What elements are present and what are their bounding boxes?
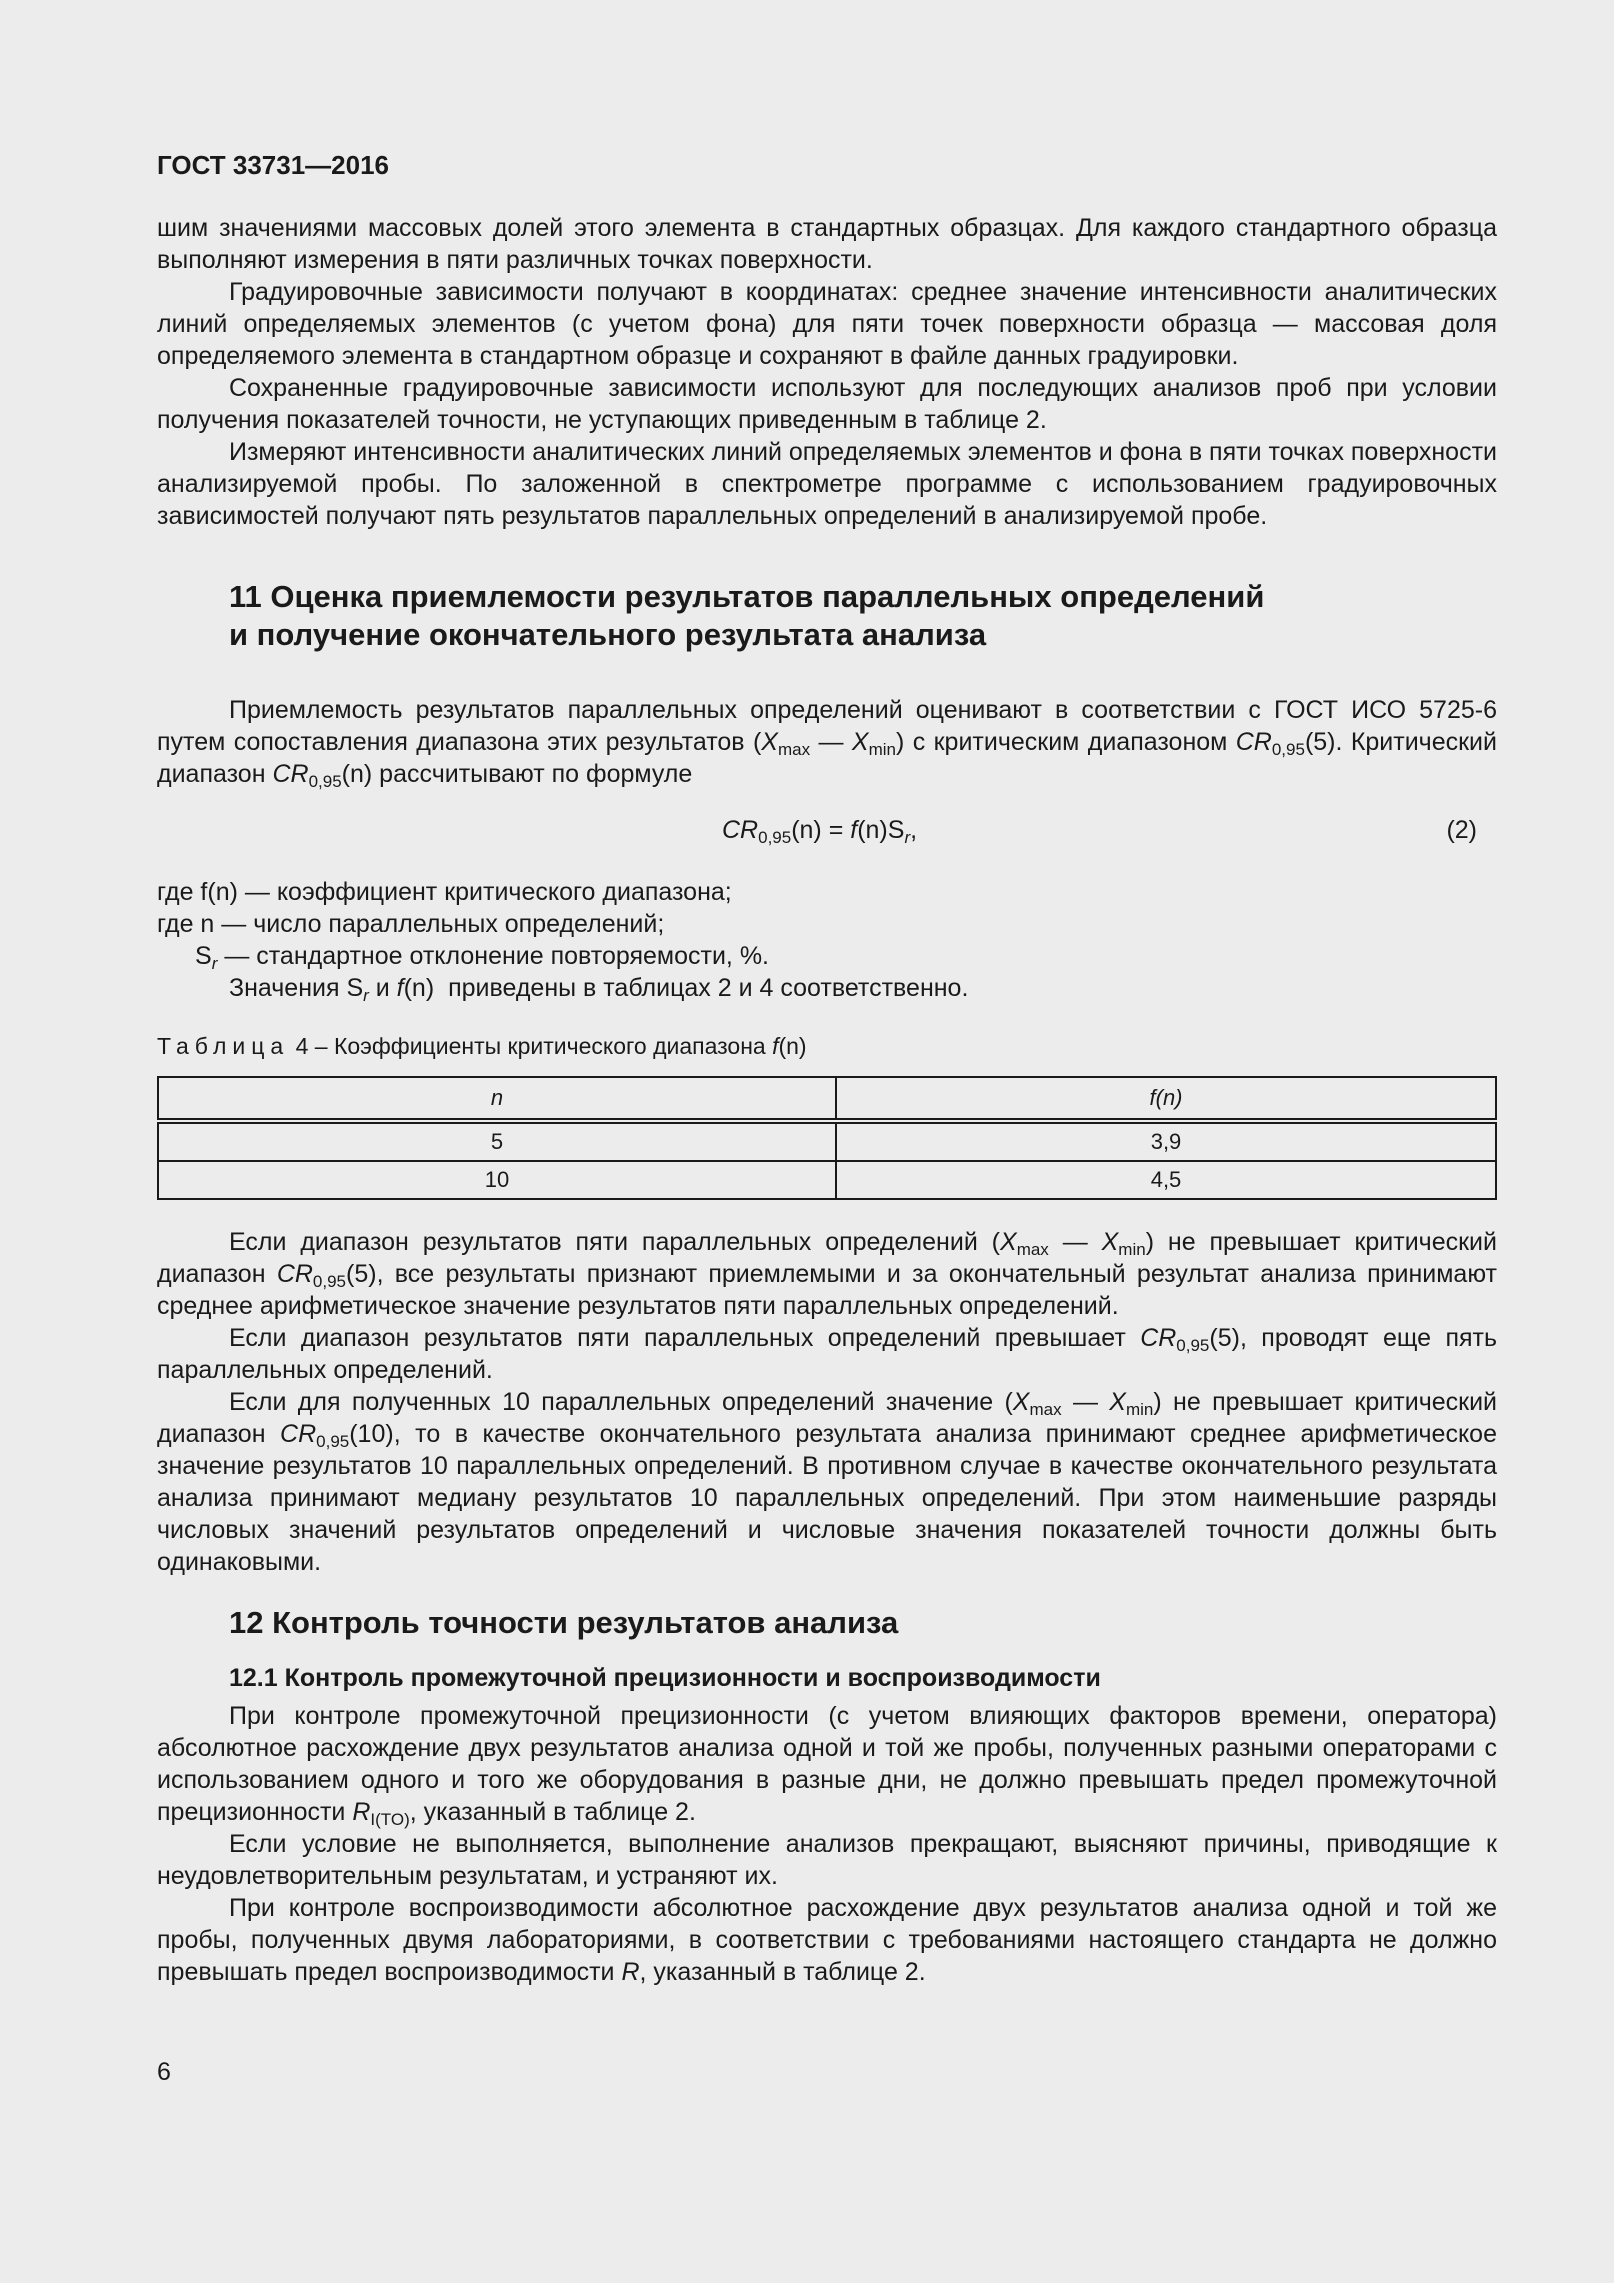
section-11-title: 11 Оценка приемлемости результатов параллельных определений и получение окончательного результата анализа (229, 579, 1265, 652)
paragraph: Если условие не выполняется, выполнение анализов прекращают, выясняют причины, приводящие к неудовлетворительным результатам, и устраняют их. (157, 1830, 1497, 1890)
table-cell: 10 (158, 1161, 836, 1199)
where-line: где f(n) — коэффициент критического диапазона; (157, 878, 732, 906)
table-cell: 4,5 (836, 1161, 1496, 1199)
formula-2 (157, 814, 1497, 846)
paragraph: При контроле воспроизводимости абсолютное расхождение двух результатов анализа одной и той же пробы, полученных двумя лабораториями, в соответствии с требованиями настоящего стандарта не должно превышать предел воспроизводимости R, указанный в таблице 2. (157, 1894, 1497, 1986)
page-number: 6 (157, 2058, 171, 2086)
table-row (158, 1161, 1496, 1199)
table-header-row (158, 1077, 1496, 1121)
table-row (158, 1121, 1496, 1161)
paragraph: Измеряют интенсивности аналитических линий определяемых элементов и фона в пяти точках поверхности анализируемой пробы. По заложенной в спектрометре программе с использованием градуировочных зависимостей получают пять результатов параллельных определений в анализируемой пробе. (157, 438, 1497, 530)
paragraph: Приемлемость результатов параллельных определений оценивают в соответствии с ГОСТ ИСО 5725-6 путем сопоставления диапазона этих результатов ($X_{max}$ — $X_{min}$) с критическим диапазоном $CR_{0,95}(5)$. Критический диапазон $CR_{0,95}(n)$ рассчитывают по формуле (157, 696, 1497, 791)
table-cell: 5 (158, 1121, 836, 1161)
document-body (157, 212, 1497, 1988)
paragraph: Градуировочные зависимости получают в координатах: среднее значение интенсивности аналитических линий определяемых элементов (с учетом фона) для пяти точек поверхности образца — массовая доля определяемого элемента в стандартном образце и сохраняют в файле данных градуировки. (157, 278, 1497, 370)
paragraph: Если для полученных 10 параллельных определений значение ($X_{max}$ — $X_{min}$) не превышает критический диапазон $CR_{0,95}(10)$, то в качестве окончательного результата анализа принимают среднее арифметическое значение результатов 10 параллельных определений. В противном случае в качестве окончательного результата анализа принимают медиану результатов 10 параллельных определений. При этом наименьшие разряды числовых значений результатов определений и числовые значения показателей точности должны быть одинаковыми. (157, 1388, 1497, 1576)
formula-expression: $CR_{0,95}(n) = f(n)S_r$, (722, 816, 918, 847)
table-header-cell: f(n) (836, 1077, 1496, 1121)
paragraph: Если диапазон результатов пяти параллельных определений ($X_{max}$ — $X_{min}$) не превышает критический диапазон $CR_{0,95}(5)$, все результаты признают приемлемыми и за окончательный результат анализа принимают среднее арифметическое значение результатов пяти параллельных определений. (157, 1228, 1497, 1320)
paragraph: Сохраненные градуировочные зависимости используют для последующих анализов проб при условии получения показателей точности, не уступающих приведенным в таблице 2. (157, 374, 1497, 434)
where-line: где n — число параллельных определений; (157, 910, 665, 938)
table-cell: 3,9 (836, 1121, 1496, 1161)
where-line: $S_r$ — стандартное отклонение повторяемости, %. (195, 942, 770, 973)
formula-number: (2) (1446, 816, 1477, 844)
section-12-title: 12 Контроль точности результатов анализа (229, 1605, 899, 1640)
paragraph: При контроле промежуточной прецизионности (с учетом влияющих факторов времени, оператора) абсолютное расхождение двух результатов анализа одной и той же пробы, полученных разными операторами с использованием одного и того же оборудования в разные дни, не должно превышать предел промежуточной прецизионности $R_{I(TO)}$, указанный в таблице 2. (157, 1702, 1497, 1829)
table-caption: Таблица 4 – Коэффициенты критического диапазона f(n) (157, 1033, 807, 1059)
table-header-cell: n (158, 1077, 836, 1121)
paragraph: Значения $S_r$ и f(n) приведены в таблицах 2 и 4 соответственно. (229, 974, 969, 1005)
paragraph: Если диапазон результатов пяти параллельных определений превышает $CR_{0,95}(5)$, проводят еще пять параллельных определений. (157, 1324, 1497, 1384)
paragraph: шим значениями массовых долей этого элемента в стандартных образцах. Для каждого стандартного образца выполняют измерения в пяти различных точках поверхности. (157, 214, 1497, 274)
subsection-12-1-title: 12.1 Контроль промежуточной прецизионности и воспроизводимости (229, 1664, 1101, 1692)
document-header: ГОСТ 33731—2016 (157, 150, 389, 180)
table-4 (157, 1076, 1497, 1200)
